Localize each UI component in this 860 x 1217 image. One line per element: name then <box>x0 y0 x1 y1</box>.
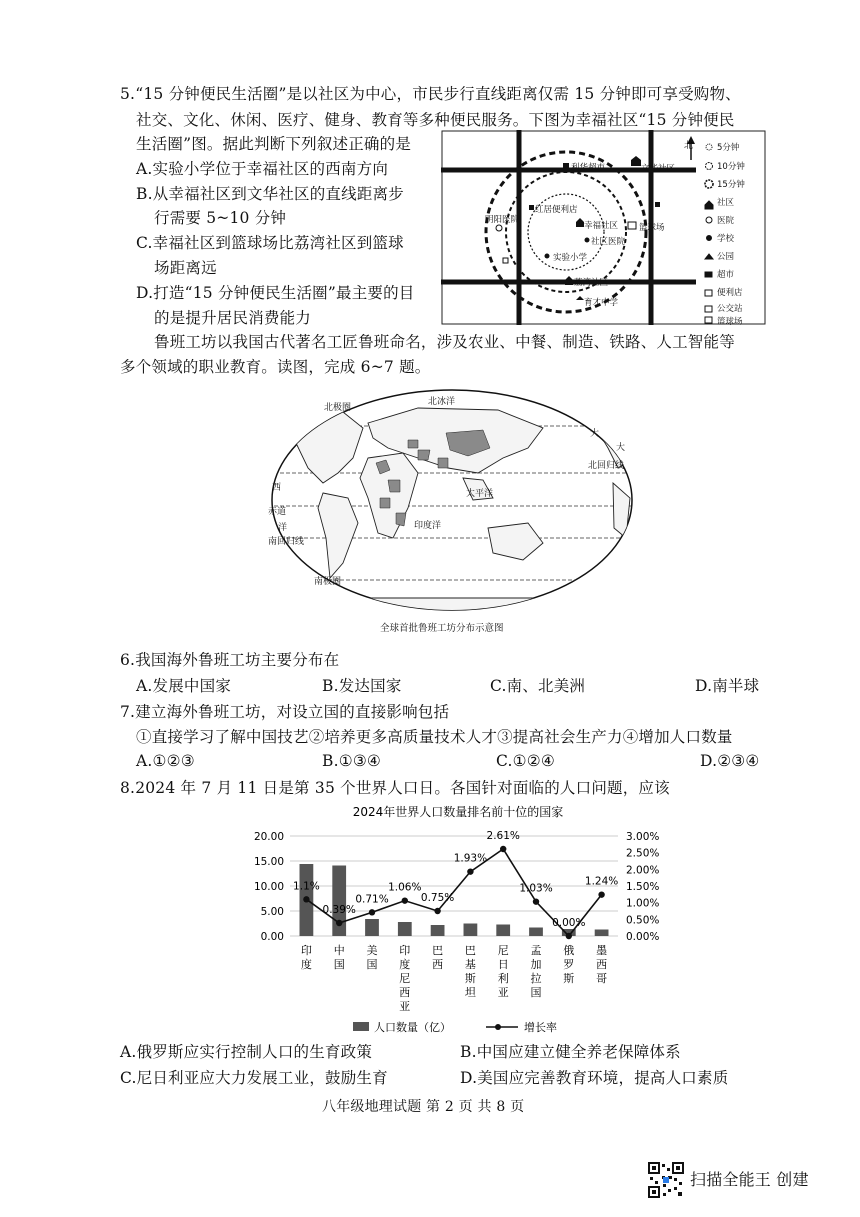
left-axis-ticks <box>254 831 284 943</box>
qr-code-icon <box>648 1162 684 1198</box>
bar-巴基斯坦 <box>464 924 478 937</box>
q5-option-d-line1: D.打造“15 分钟便民生活圈”最主要的目 <box>136 284 415 302</box>
right-axis-ticks <box>626 831 659 943</box>
chart-legend <box>353 1020 557 1034</box>
q5-option-a: A.实验小学位于幸福社区的西南方向 <box>136 160 389 178</box>
rate-point-巴西 <box>434 908 440 914</box>
world-map <box>268 388 636 633</box>
rate-point-孟加拉国 <box>533 898 539 904</box>
rate-point-俄罗斯 <box>566 933 572 939</box>
left-tick-label: 10.00 <box>253 881 284 893</box>
rate-point-印度尼西亚 <box>402 897 408 903</box>
rate-point-巴基斯坦 <box>467 868 473 874</box>
q6-option-b: B.发达国家 <box>322 677 402 695</box>
q5-stem-line1: 5.“15 分钟便民生活圈”是以社区为中心，市民步行直线距离仅需 15 分钟即可享受购物、 <box>120 85 741 103</box>
q7-items: ①直接学习了解中国技艺②培养更多高质量技术人才③提高社会生产力④增加人口数量 <box>136 728 733 746</box>
label-pacific: 太平洋 <box>466 489 494 499</box>
category-label: 尼日利亚 <box>497 944 509 999</box>
label-lihua: 利华超市 <box>571 163 606 173</box>
q5-option-d-line2: 的是提升居民消费能力 <box>154 309 312 327</box>
left-tick-label: 15.00 <box>253 856 284 868</box>
legend-15min: 15分钟 <box>717 180 745 190</box>
population-chart <box>228 800 688 1038</box>
rate-point-美国 <box>369 909 375 915</box>
label-clinic: 社区医院 <box>591 237 626 247</box>
q7-option-b: B.①③④ <box>322 752 382 770</box>
category-labels <box>301 943 607 1013</box>
label-arctic-ocean: 北冰洋 <box>428 397 456 407</box>
label-yucai: 育才中学 <box>584 298 619 308</box>
scanner-brand: 扫描全能王 创建 <box>690 1170 809 1189</box>
legend-supermarket: 超市 <box>717 270 735 280</box>
label-arctic-circle: 北极圈 <box>324 403 352 413</box>
legend-5min: 5分钟 <box>717 143 740 153</box>
right-tick-label: 1.00% <box>626 897 660 910</box>
category-label: 墨西哥 <box>596 944 608 985</box>
q5-option-b-line1: B.从幸福社区到文华社区的直线距离步 <box>136 185 404 203</box>
q5-stem-line2: 社交、文化、休闲、医疗、健身、教育等多种便民服务。下图为幸福社区“15 分钟便民 <box>136 111 735 129</box>
intro-6-7-line2: 多个领域的职业教育。读图，完成 6~7 题。 <box>120 358 431 376</box>
left-tick-label: 0.00 <box>260 931 284 943</box>
label-da-1: 大 <box>590 429 600 439</box>
left-tick-label: 5.00 <box>260 906 284 918</box>
q6-option-d: D.南半球 <box>695 677 760 695</box>
label-equator: 赤道 <box>268 507 287 517</box>
category-label: 孟加拉国 <box>530 944 542 999</box>
rate-label-俄罗斯: 0.00% <box>552 917 586 929</box>
rate-label-尼日利亚: 2.61% <box>486 830 520 842</box>
page-footer: 八年级地理试题 第 2 页 共 8 页 <box>322 1099 525 1115</box>
label-xiaoxue: 实验小学 <box>553 253 588 263</box>
bar-尼日利亚 <box>496 925 510 937</box>
q8-option-c: C.尼日利亚应大力发展工业，鼓励生育 <box>120 1069 388 1087</box>
legend-10min: 10分钟 <box>717 162 745 172</box>
left-tick-label: 20.00 <box>253 831 284 843</box>
rate-label-印度尼西亚: 1.06% <box>388 881 422 894</box>
label-xi: 西 <box>272 483 282 493</box>
rate-point-印度 <box>303 896 309 902</box>
chart-title: 2024年世界人口数量排名前十位的国家 <box>352 805 564 819</box>
q8-option-d: D.美国应完善教育环境，提高人口素质 <box>460 1069 729 1087</box>
q5-option-b-line2: 行需要 5~10 分钟 <box>154 209 287 227</box>
rate-label-中国: 0.39% <box>322 904 356 916</box>
north-label: 北 <box>684 141 694 151</box>
q7-stem: 7.建立海外鲁班工坊，对设立国的直接影响包括 <box>120 703 450 721</box>
rate-label-墨西哥: 1.24% <box>584 875 619 888</box>
q8-stem: 8.2024 年 7 月 11 日是第 35 个世界人口日。各国针对面临的人口问题，应该 <box>120 779 670 797</box>
rate-label-孟加拉国: 1.03% <box>519 882 553 895</box>
category-label: 美国 <box>366 944 378 971</box>
legend-community: 社区 <box>717 198 735 208</box>
category-label: 中国 <box>333 944 345 971</box>
bar-美国 <box>365 919 379 936</box>
antarctica <box>308 598 588 618</box>
legend-park: 公园 <box>717 252 735 262</box>
label-tropic-n: 北回归线 <box>588 461 625 471</box>
legend-court: 篮球场 <box>717 317 743 325</box>
q8-option-a: A.俄罗斯应实行控制人口的生育政策 <box>120 1043 373 1061</box>
rate-point-墨西哥 <box>598 891 604 897</box>
q5-option-c-line2: 场距离远 <box>154 259 217 277</box>
category-label: 俄罗斯 <box>563 944 575 985</box>
right-tick-label: 1.50% <box>626 881 660 893</box>
category-label: 巴西 <box>432 944 444 971</box>
q6-option-a: A.发展中国家 <box>136 677 232 695</box>
legend-hospital: 医院 <box>717 216 735 226</box>
label-liwan: 荔湾社区 <box>574 278 609 288</box>
legend-store: 便利店 <box>717 288 743 298</box>
label-hongju: 红居便利店 <box>535 205 578 215</box>
label-basketball: 篮球场 <box>639 223 665 233</box>
label-mingyang: 明阳医院 <box>485 215 520 225</box>
community-map <box>441 130 766 325</box>
bar-巴西 <box>431 925 445 936</box>
q5-stem-line3: 生活圈”图。据此判断下列叙述正确的是 <box>136 135 412 153</box>
right-tick-label: 0.50% <box>626 914 660 927</box>
right-tick-label: 3.00% <box>626 831 660 843</box>
bar-墨西哥 <box>595 930 609 937</box>
rate-point-中国 <box>336 920 342 926</box>
legend-bus: 公交站 <box>717 304 743 314</box>
intro-6-7-line1: 鲁班工坊以我国古代著名工匠鲁班命名，涉及农业、中餐、制造、铁路、人工智能等 <box>154 333 735 351</box>
legend-school: 学校 <box>717 234 735 244</box>
label-indian-ocean: 印度洋 <box>414 521 442 531</box>
rate-label-印度: 1.1% <box>293 880 320 893</box>
legend-line-label: 增长率 <box>524 1021 557 1034</box>
label-xingfu: 幸福社区 <box>584 221 619 231</box>
right-tick-label: 2.00% <box>626 864 660 877</box>
label-yang: 洋 <box>278 523 288 533</box>
q7-option-a: A.①②③ <box>136 752 195 770</box>
rate-point-尼日利亚 <box>500 846 506 852</box>
category-label: 印度尼西亚 <box>399 944 411 1013</box>
category-label: 印度 <box>300 944 312 971</box>
q5-option-c-line1: C.幸福社区到篮球场比荔湾社区到篮球 <box>136 234 404 252</box>
bar-印度尼西亚 <box>398 922 412 936</box>
legend-bar-swatch <box>353 1022 369 1031</box>
right-tick-label: 2.50% <box>626 847 660 860</box>
category-label: 巴基斯坦 <box>464 944 476 999</box>
q8-option-b: B.中国应建立健全养老保障体系 <box>460 1043 681 1061</box>
right-tick-label: 0.00% <box>626 931 660 943</box>
legend-bar-label: 人口数量（亿） <box>374 1021 451 1034</box>
rate-label-美国: 0.71% <box>355 893 389 906</box>
bar-孟加拉国 <box>529 928 543 937</box>
label-antarctic-circle: 南极圈 <box>314 577 342 587</box>
label-da-2: 大 <box>616 443 626 453</box>
q7-option-c: C.①②④ <box>496 752 555 770</box>
rate-label-巴西: 0.75% <box>420 892 455 904</box>
q6-option-c: C.南、北美洲 <box>490 677 586 695</box>
q6-stem: 6.我国海外鲁班工坊主要分布在 <box>120 651 340 669</box>
q7-option-d: D.②③④ <box>700 752 760 770</box>
label-tropic-s: 南回归线 <box>268 537 305 547</box>
rate-label-巴基斯坦: 1.93% <box>453 852 488 865</box>
label-wenhua: 文华社区 <box>641 164 676 174</box>
world-map-caption: 全球首批鲁班工坊分布示意图 <box>380 623 504 633</box>
